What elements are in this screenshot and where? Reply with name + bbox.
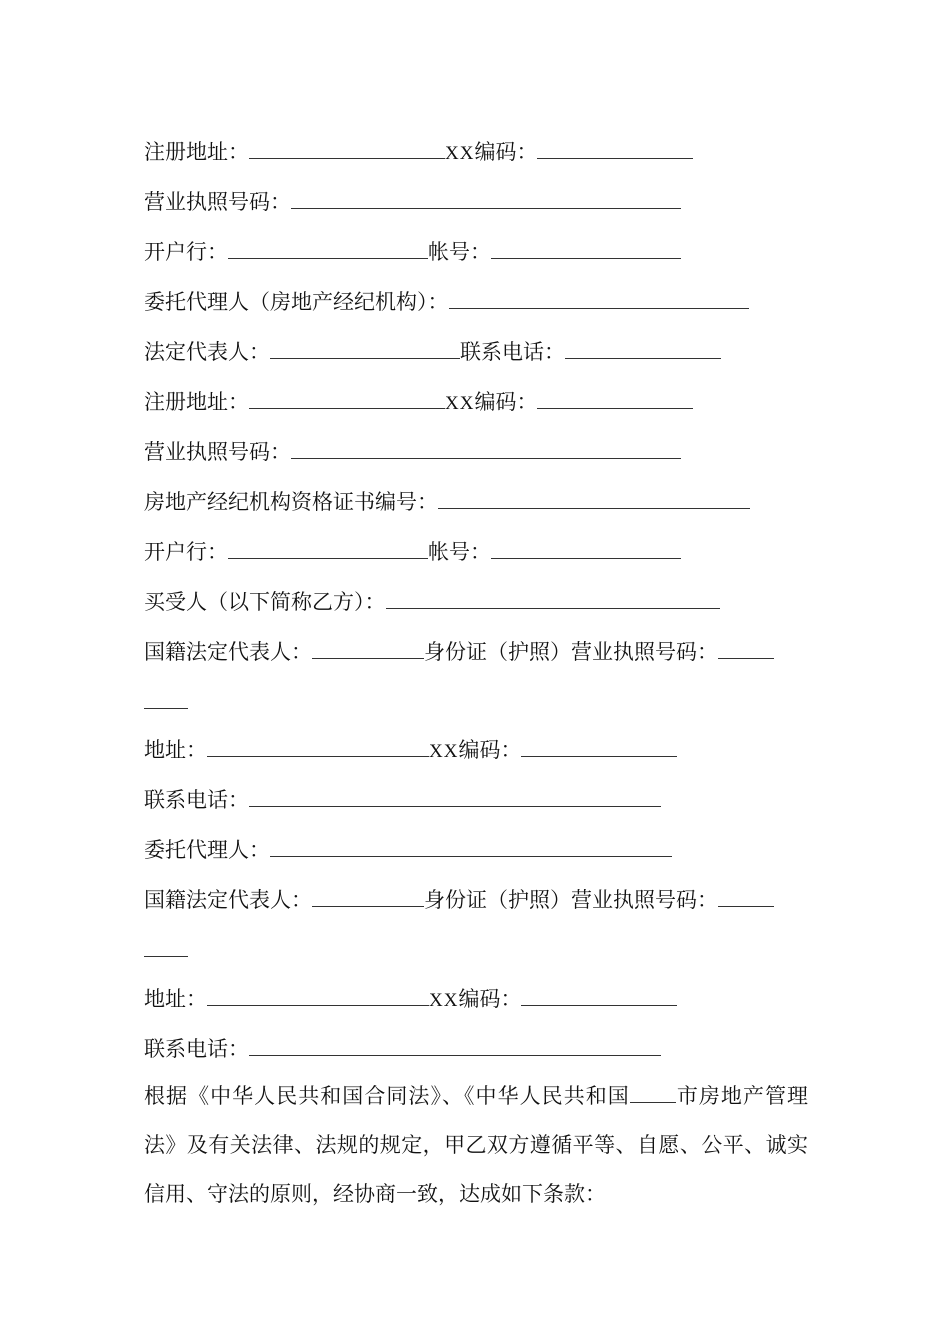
buyer-address-line — [144, 732, 677, 764]
preamble-text-part1: 根据《中华人民共和国合同法》、《中华人民共和国 — [144, 1084, 630, 1108]
phone-blank[interactable] — [565, 334, 721, 359]
address-label: 地址： — [144, 738, 207, 762]
buyer-agent-phone-line — [144, 1031, 661, 1063]
registered-address-blank[interactable] — [249, 134, 445, 159]
postcode-blank[interactable] — [537, 134, 693, 159]
id-label: 身份证（护照）营业执照号码： — [424, 640, 718, 664]
id-blank[interactable] — [718, 882, 774, 907]
address-blank[interactable] — [207, 981, 429, 1006]
buyer-agent-label: 委托代理人： — [144, 838, 270, 862]
buyer-agent-address-line — [144, 981, 677, 1013]
account-label: 帐号： — [428, 240, 491, 264]
business-license-blank[interactable] — [291, 184, 681, 209]
agency-cert-blank[interactable] — [438, 484, 750, 509]
seller-bank-line — [144, 234, 681, 266]
id-blank-continued-line — [144, 684, 188, 716]
nationality-rep-blank[interactable] — [312, 882, 424, 907]
agency-bank-line — [144, 534, 681, 566]
xx-placeholder: XX — [445, 143, 475, 164]
postcode-label: 编码： — [458, 987, 522, 1011]
id-blank-continued[interactable] — [144, 932, 188, 957]
account-label: 帐号： — [428, 540, 491, 564]
id-blank[interactable] — [718, 634, 774, 659]
address-label: 地址： — [144, 987, 207, 1011]
bank-blank[interactable] — [228, 534, 428, 559]
buyer-phone-line — [144, 782, 661, 814]
seller-address-line — [144, 134, 693, 166]
agent-agency-line — [144, 284, 749, 316]
address-blank[interactable] — [207, 732, 429, 757]
account-blank[interactable] — [491, 534, 681, 559]
buyer-blank[interactable] — [386, 584, 720, 609]
id-blank-continued[interactable] — [144, 684, 188, 709]
agent-agency-blank[interactable] — [449, 284, 749, 309]
phone-label: 联系电话： — [144, 1037, 249, 1061]
postcode-blank[interactable] — [521, 981, 677, 1006]
phone-label: 联系电话： — [144, 788, 249, 812]
agency-cert-label: 房地产经纪机构资格证书编号： — [144, 490, 438, 514]
buyer-label: 买受人（以下简称乙方）： — [144, 590, 386, 614]
postcode-blank[interactable] — [521, 732, 677, 757]
city-blank[interactable] — [630, 1078, 676, 1103]
registered-address-label: 注册地址： — [144, 140, 249, 164]
nationality-rep-blank[interactable] — [312, 634, 424, 659]
seller-license-line — [144, 184, 681, 216]
preamble-text-part2: 市房地产管理法》及有关法律、法规的规定，甲乙双方遵循平等、自愿、公平、诚实信用、守法的原则，经协商一致，达成如下条款： — [144, 1084, 809, 1206]
registered-address-blank[interactable] — [249, 384, 445, 409]
contract-preamble-paragraph — [144, 1072, 808, 1219]
nationality-rep-label: 国籍法定代表人： — [144, 640, 312, 664]
legal-rep-blank[interactable] — [270, 334, 460, 359]
buyer-line — [144, 584, 720, 616]
agency-address-line — [144, 384, 693, 416]
buyer-rep-line — [144, 634, 774, 666]
xx-placeholder: XX — [445, 393, 475, 414]
buyer-agent-rep-line — [144, 882, 774, 914]
legal-rep-label: 法定代表人： — [144, 340, 270, 364]
bank-label: 开户行： — [144, 240, 228, 264]
bank-blank[interactable] — [228, 234, 428, 259]
buyer-agent-line — [144, 832, 672, 864]
phone-label: 联系电话： — [460, 340, 565, 364]
bank-label: 开户行： — [144, 540, 228, 564]
agency-rep-line — [144, 334, 721, 366]
postcode-blank[interactable] — [537, 384, 693, 409]
agent-agency-label: 委托代理人（房地产经纪机构）： — [144, 290, 449, 314]
xx-placeholder: XX — [429, 741, 459, 762]
account-blank[interactable] — [491, 234, 681, 259]
postcode-label: 编码： — [458, 738, 522, 762]
agency-license-line — [144, 434, 681, 466]
business-license-label: 营业执照号码： — [144, 190, 291, 214]
buyer-agent-blank[interactable] — [270, 832, 672, 857]
business-license-blank[interactable] — [291, 434, 681, 459]
business-license-label: 营业执照号码： — [144, 440, 291, 464]
postcode-label: 编码： — [474, 140, 538, 164]
postcode-label: 编码： — [474, 390, 538, 414]
id-blank-continued-line — [144, 932, 188, 964]
xx-placeholder: XX — [429, 990, 459, 1011]
nationality-rep-label: 国籍法定代表人： — [144, 888, 312, 912]
id-label: 身份证（护照）营业执照号码： — [424, 888, 718, 912]
phone-blank[interactable] — [249, 782, 661, 807]
registered-address-label: 注册地址： — [144, 390, 249, 414]
phone-blank[interactable] — [249, 1031, 661, 1056]
agency-cert-line — [144, 484, 750, 516]
